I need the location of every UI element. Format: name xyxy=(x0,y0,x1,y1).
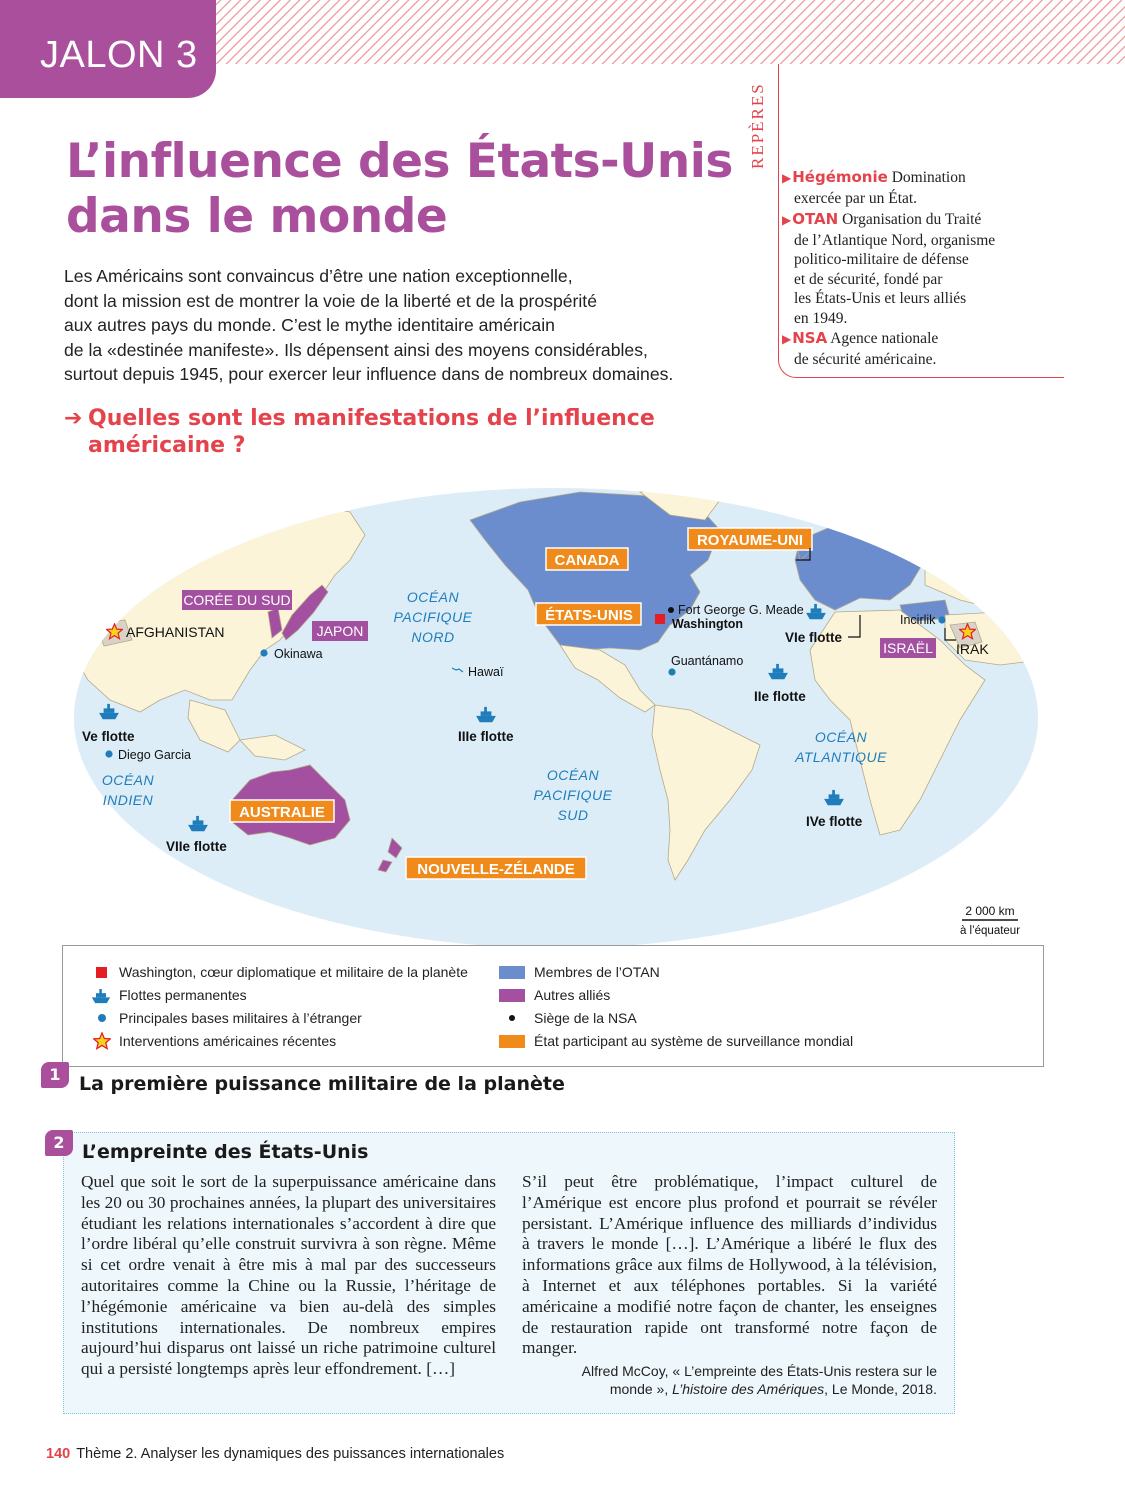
guantanamo-label: Guantánamo xyxy=(671,654,744,668)
hawaii-label: Hawaï xyxy=(468,665,504,679)
fleet-5-label: Ve flotte xyxy=(82,729,135,744)
definition-otan: ▶OTAN Organisation du Traité de l’Atlantique Nord, organisme politico-militaire de défense et de sécurité, fondé par les États-Unis et leurs alliés en 1949. xyxy=(782,210,996,327)
header-hatch xyxy=(200,0,1125,64)
arctic-islands xyxy=(120,490,330,515)
washington-marker xyxy=(655,614,665,624)
map-legend xyxy=(62,945,1044,1067)
nsa-marker xyxy=(668,607,674,613)
reperes-label: REPÈRES xyxy=(748,82,767,169)
base-okinawa-marker xyxy=(260,649,267,656)
south-korea-label: CORÉE DU SUD xyxy=(183,592,291,608)
triangle-icon: ▶ xyxy=(782,332,792,346)
fleet-6-label: VIe flotte xyxy=(785,630,843,645)
afghanistan-label: AFGHANISTAN xyxy=(126,624,225,640)
allies-swatch xyxy=(499,989,525,1002)
australia-label: AUSTRALIE xyxy=(239,804,325,821)
nsa-dot-icon xyxy=(509,1015,515,1021)
fleet-4-label: IVe flotte xyxy=(806,814,863,829)
intro-paragraph: Les Américains sont convaincus d’être une nation exceptionnelle, dont la mission est de montrer la voie de la liberté et de la prospérité aux autres pays du monde. C’est le mythe identitaire américain de la «destinée manifeste». Ils dépensent ainsi des moyens considérables, surtout depuis 1945, pour exercer leur influence dans de nombreux domaines. xyxy=(64,266,674,385)
problem-question: ➔ Quelles sont les manifestations de l’influence américaine ? xyxy=(64,406,655,458)
legend-fleets: Flottes permanentes xyxy=(119,987,247,1003)
fleet-7-label: VIIe flotte xyxy=(166,839,227,854)
page-title: L’influence des États-Unis dans le monde xyxy=(66,134,733,244)
world-map xyxy=(0,470,1125,948)
canada-label: CANADA xyxy=(554,552,620,569)
washington-square-icon xyxy=(96,967,107,978)
ocean-pacific-south-label: OCÉAN xyxy=(546,767,600,783)
legend-nsa: Siège de la NSA xyxy=(534,1010,637,1026)
nato-swatch xyxy=(499,966,525,979)
ocean-indian-label: INDIEN xyxy=(102,792,154,808)
doc-2-column-2: S’il peut être problématique, l’impact culturel de l’Amérique est encore plus profond et pourrait se révéler persistant. L’Amérique influence des milliards d’individus à travers le monde […]. L’Amérique a libéré le flux des informations grâce aux films de Hollywood, à la télévision, à Internet et aux téléphones portables. Si la variété américaine a modifié notre façon de chanter, les enseignes de restauration rapide ont transformé notre façon de manger. xyxy=(522,1172,937,1358)
doc-2-citation: Alfred McCoy, « L’empreinte des États-Unis restera sur le monde », L’histoire des Amériques, Le Monde, 2018. xyxy=(581,1363,937,1397)
fort-meade-label: Fort George G. Meade xyxy=(678,603,804,617)
base-diego-garcia-marker xyxy=(105,750,112,757)
legend-interventions: Interventions américaines récentes xyxy=(119,1033,337,1049)
scale-note: à l’équateur xyxy=(959,925,1021,937)
washington-label: Washington xyxy=(672,617,744,631)
doc-2-column-1: Quel que soit le sort de la superpuissance américaine dans les 20 ou 30 prochaines années, la plupart des universitaires étudiant les relations internationales s’accordent à dire que l’ordre libéral qu’elle construit survivra à son règne. Même si cet ordre venait à être mis à mal par des successeurs autoritaires comme la Chine ou la Russie, l’héritage de l’hégémonie américaine va bien au-delà des simples institutions internationales. De nombreux empires aujourd’hui disparus ont laissé un riche patrimoine culturel qui a persisté longtemps après leur effondrement. […] xyxy=(81,1172,496,1379)
doc-1-badge: 1 xyxy=(41,1062,69,1088)
doc-2-title: L’empreinte des États-Unis xyxy=(82,1141,369,1163)
uk-label: ROYAUME-UNI xyxy=(696,532,804,549)
diego-garcia-label: Diego Garcia xyxy=(118,748,191,762)
legend-surveillance: État participant au système de surveillance mondial xyxy=(534,1033,854,1049)
fleet-2-label: IIe flotte xyxy=(754,689,806,704)
legend-washington: Washington, cœur diplomatique et militaire de la planète xyxy=(119,964,468,980)
jalon-tab: JALON 3 xyxy=(0,0,216,98)
arrow-icon: ➔ xyxy=(64,406,83,431)
doc-2-badge: 2 xyxy=(45,1130,73,1156)
triangle-icon: ▶ xyxy=(782,171,792,185)
scale-distance: 2 000 km xyxy=(965,904,1015,918)
base-guantanamo-marker xyxy=(668,668,675,675)
surveillance-swatch xyxy=(499,1035,525,1048)
legend-nato: Membres de l’OTAN xyxy=(534,964,660,980)
page-number: 140 xyxy=(46,1446,71,1462)
ocean-atlantic-label: OCÉAN xyxy=(814,729,868,745)
doc-1-title: La première puissance militaire de la planète xyxy=(79,1073,565,1095)
israel-label: ISRAËL xyxy=(883,640,933,656)
page-footer xyxy=(46,1446,504,1462)
legend-allies: Autres alliés xyxy=(534,987,611,1003)
okinawa-label: Okinawa xyxy=(274,647,323,661)
iraq-label: IRAK xyxy=(956,641,989,657)
fleet-3-label: IIIe flotte xyxy=(458,729,514,744)
ocean-pacific-north-label: NORD xyxy=(411,629,455,645)
footer-text: Thème 2. Analyser les dynamiques des puissances internationales xyxy=(76,1446,505,1462)
base-dot-icon xyxy=(98,1014,106,1022)
japan-label: JAPON xyxy=(316,623,364,639)
ocean-pacific-north-label: PACIFIQUE xyxy=(393,609,473,625)
ocean-pacific-south-label: PACIFIQUE xyxy=(533,787,613,803)
usa-label: ÉTATS-UNIS xyxy=(545,607,633,624)
ocean-pacific-north-label: OCÉAN xyxy=(406,589,460,605)
ocean-atlantic-label: ATLANTIQUE xyxy=(795,749,887,765)
definition-hegemonie: ▶Hégémonie Domination exercée par un État. xyxy=(782,168,966,207)
ocean-pacific-south-label: SUD xyxy=(557,807,589,823)
ship-icon xyxy=(91,988,111,1005)
base-incirlik-marker xyxy=(938,616,945,623)
definition-nsa: ▶NSA Agence nationale de sécurité américaine. xyxy=(782,329,939,368)
star-icon xyxy=(93,1032,111,1050)
ocean-indian-label: OCÉAN xyxy=(101,772,155,788)
new-zealand-label: NOUVELLE-ZÉLANDE xyxy=(417,861,575,878)
triangle-icon: ▶ xyxy=(782,213,792,227)
legend-bases: Principales bases militaires à l’étranger xyxy=(119,1010,362,1026)
incirlik-label: Incirlik xyxy=(900,613,936,627)
